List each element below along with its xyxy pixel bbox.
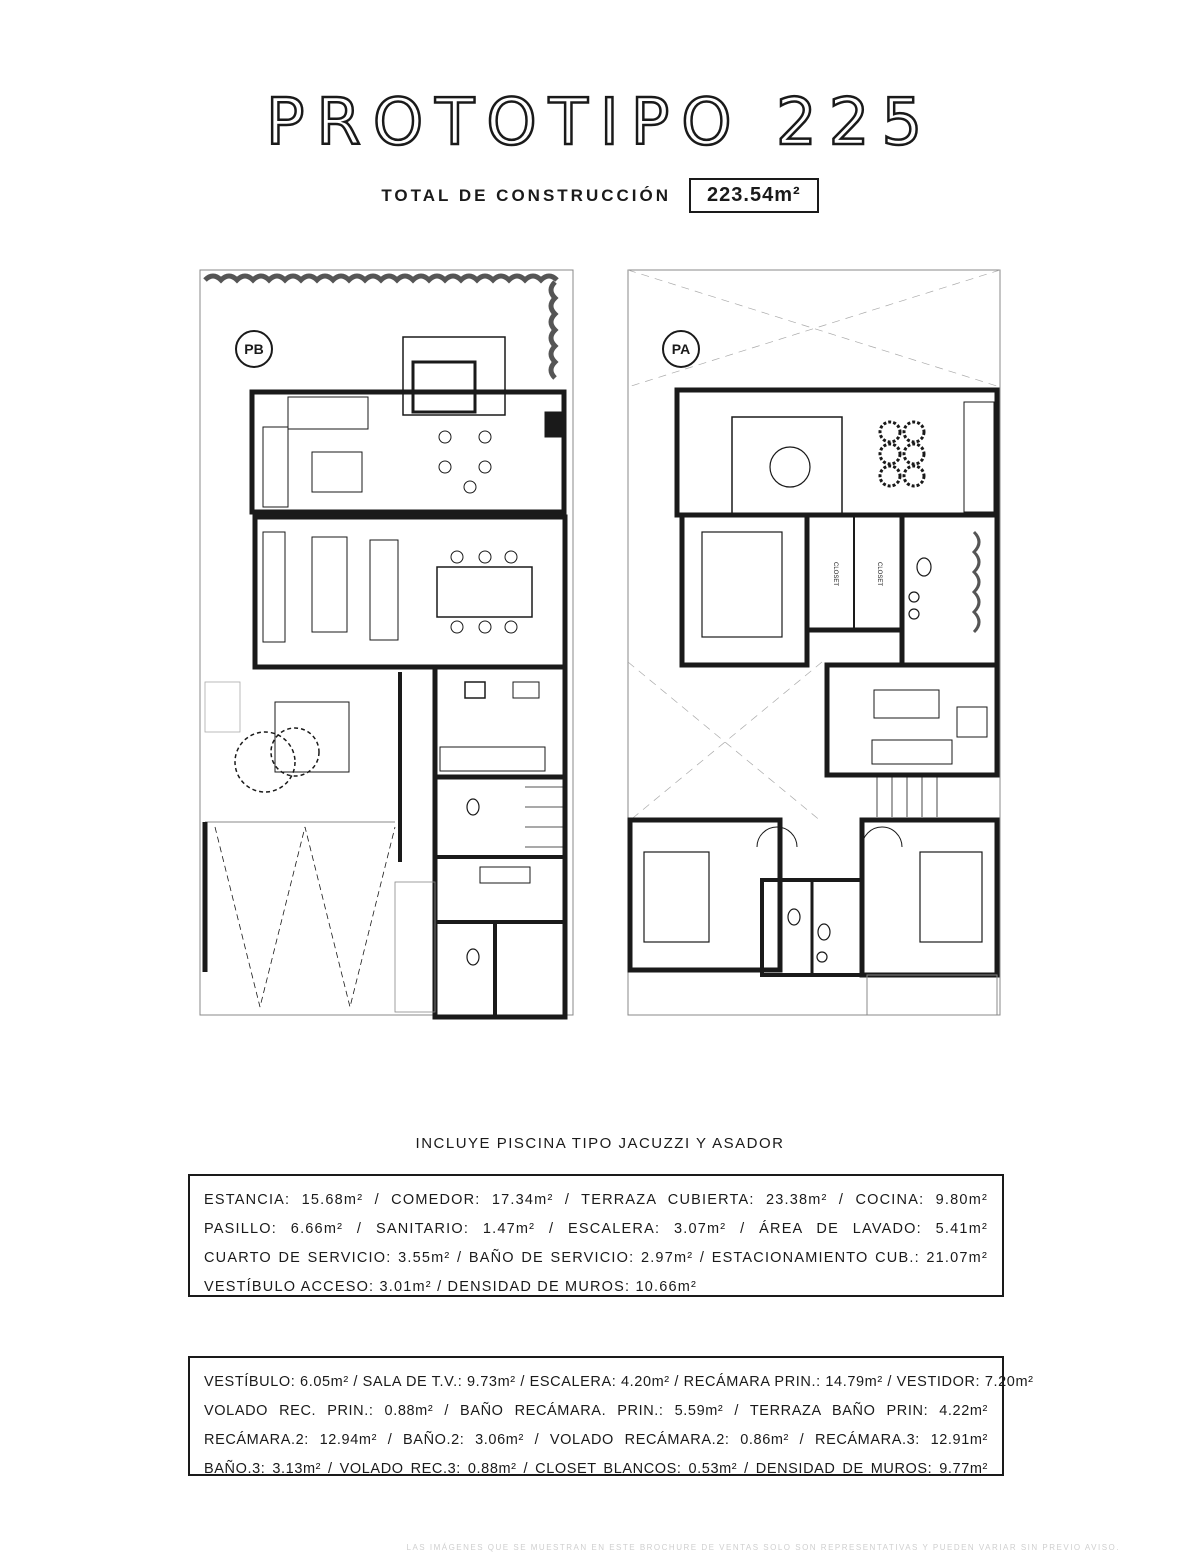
area-line: VESTÍBULO: 6.05m² / SALA DE T.V.: 9.73m² / ESCALERA: 4.20m² / RECÁMARA PRIN.: 14.79m² / VESTIDOR: 7.20m²	[204, 1374, 1034, 1390]
area-line: CUARTO DE SERVICIO: 3.55m² / BAÑO DE SERVICIO: 2.97m² / ESTACIONAMIENTO CUB.: 21.07m²	[204, 1250, 988, 1266]
area-line: RECÁMARA.2: 12.94m² / BAÑO.2: 3.06m² / VOLADO RECÁMARA.2: 0.86m² / RECÁMARA.3: 12.91m²	[204, 1432, 988, 1448]
area-line: ESTANCIA: 15.68m² / COMEDOR: 17.34m² / TERRAZA CUBIERTA: 23.38m² / COCINA: 9.80m²	[204, 1192, 988, 1208]
closet-label-2: CLOSET	[876, 562, 882, 587]
closet-label-1: CLOSET	[832, 562, 838, 587]
total-construction-value: 223.54m²	[689, 178, 819, 213]
total-construction-row	[0, 178, 1200, 213]
plan-badge-pa: PA	[662, 330, 700, 368]
area-line: BAÑO.3: 3.13m² / VOLADO REC.3: 0.88m² / CLOSET BLANCOS: 0.53m² / DENSIDAD DE MUROS: 9.77m²	[204, 1461, 988, 1477]
areas-box-upper-floor	[188, 1356, 1034, 1477]
area-line: VESTÍBULO ACCESO: 3.01m² / DENSIDAD DE MUROS: 10.66m²	[204, 1279, 698, 1295]
disclaimer: LAS IMÁGENES QUE SE MUESTRAN EN ESTE BROCHURE DE VENTAS SOLO SON REPRESENTATIVAS Y PUEDEN VARIAR SIN PREVIO AVISO.	[406, 1543, 1120, 1552]
floor-plan-pa	[622, 262, 1012, 1032]
area-line: VOLADO REC. PRIN.: 0.88m² / BAÑO RECÁMARA. PRIN.: 5.59m² / TERRAZA BAÑO PRIN: 4.22m²	[204, 1403, 988, 1419]
floor-plan-pb	[195, 262, 585, 1032]
total-construction-label: TOTAL DE CONSTRUCCIÓN	[381, 185, 672, 205]
plan-badge-pb: PB	[235, 330, 273, 368]
areas-box-ground-floor	[188, 1174, 1004, 1297]
includes-note: INCLUYE PISCINA TIPO JACUZZI Y ASADOR	[415, 1135, 785, 1152]
page-title: PROTOTIPO 225	[265, 86, 935, 160]
area-line: PASILLO: 6.66m² / SANITARIO: 1.47m² / ESCALERA: 3.07m² / ÁREA DE LAVADO: 5.41m²	[204, 1221, 988, 1237]
